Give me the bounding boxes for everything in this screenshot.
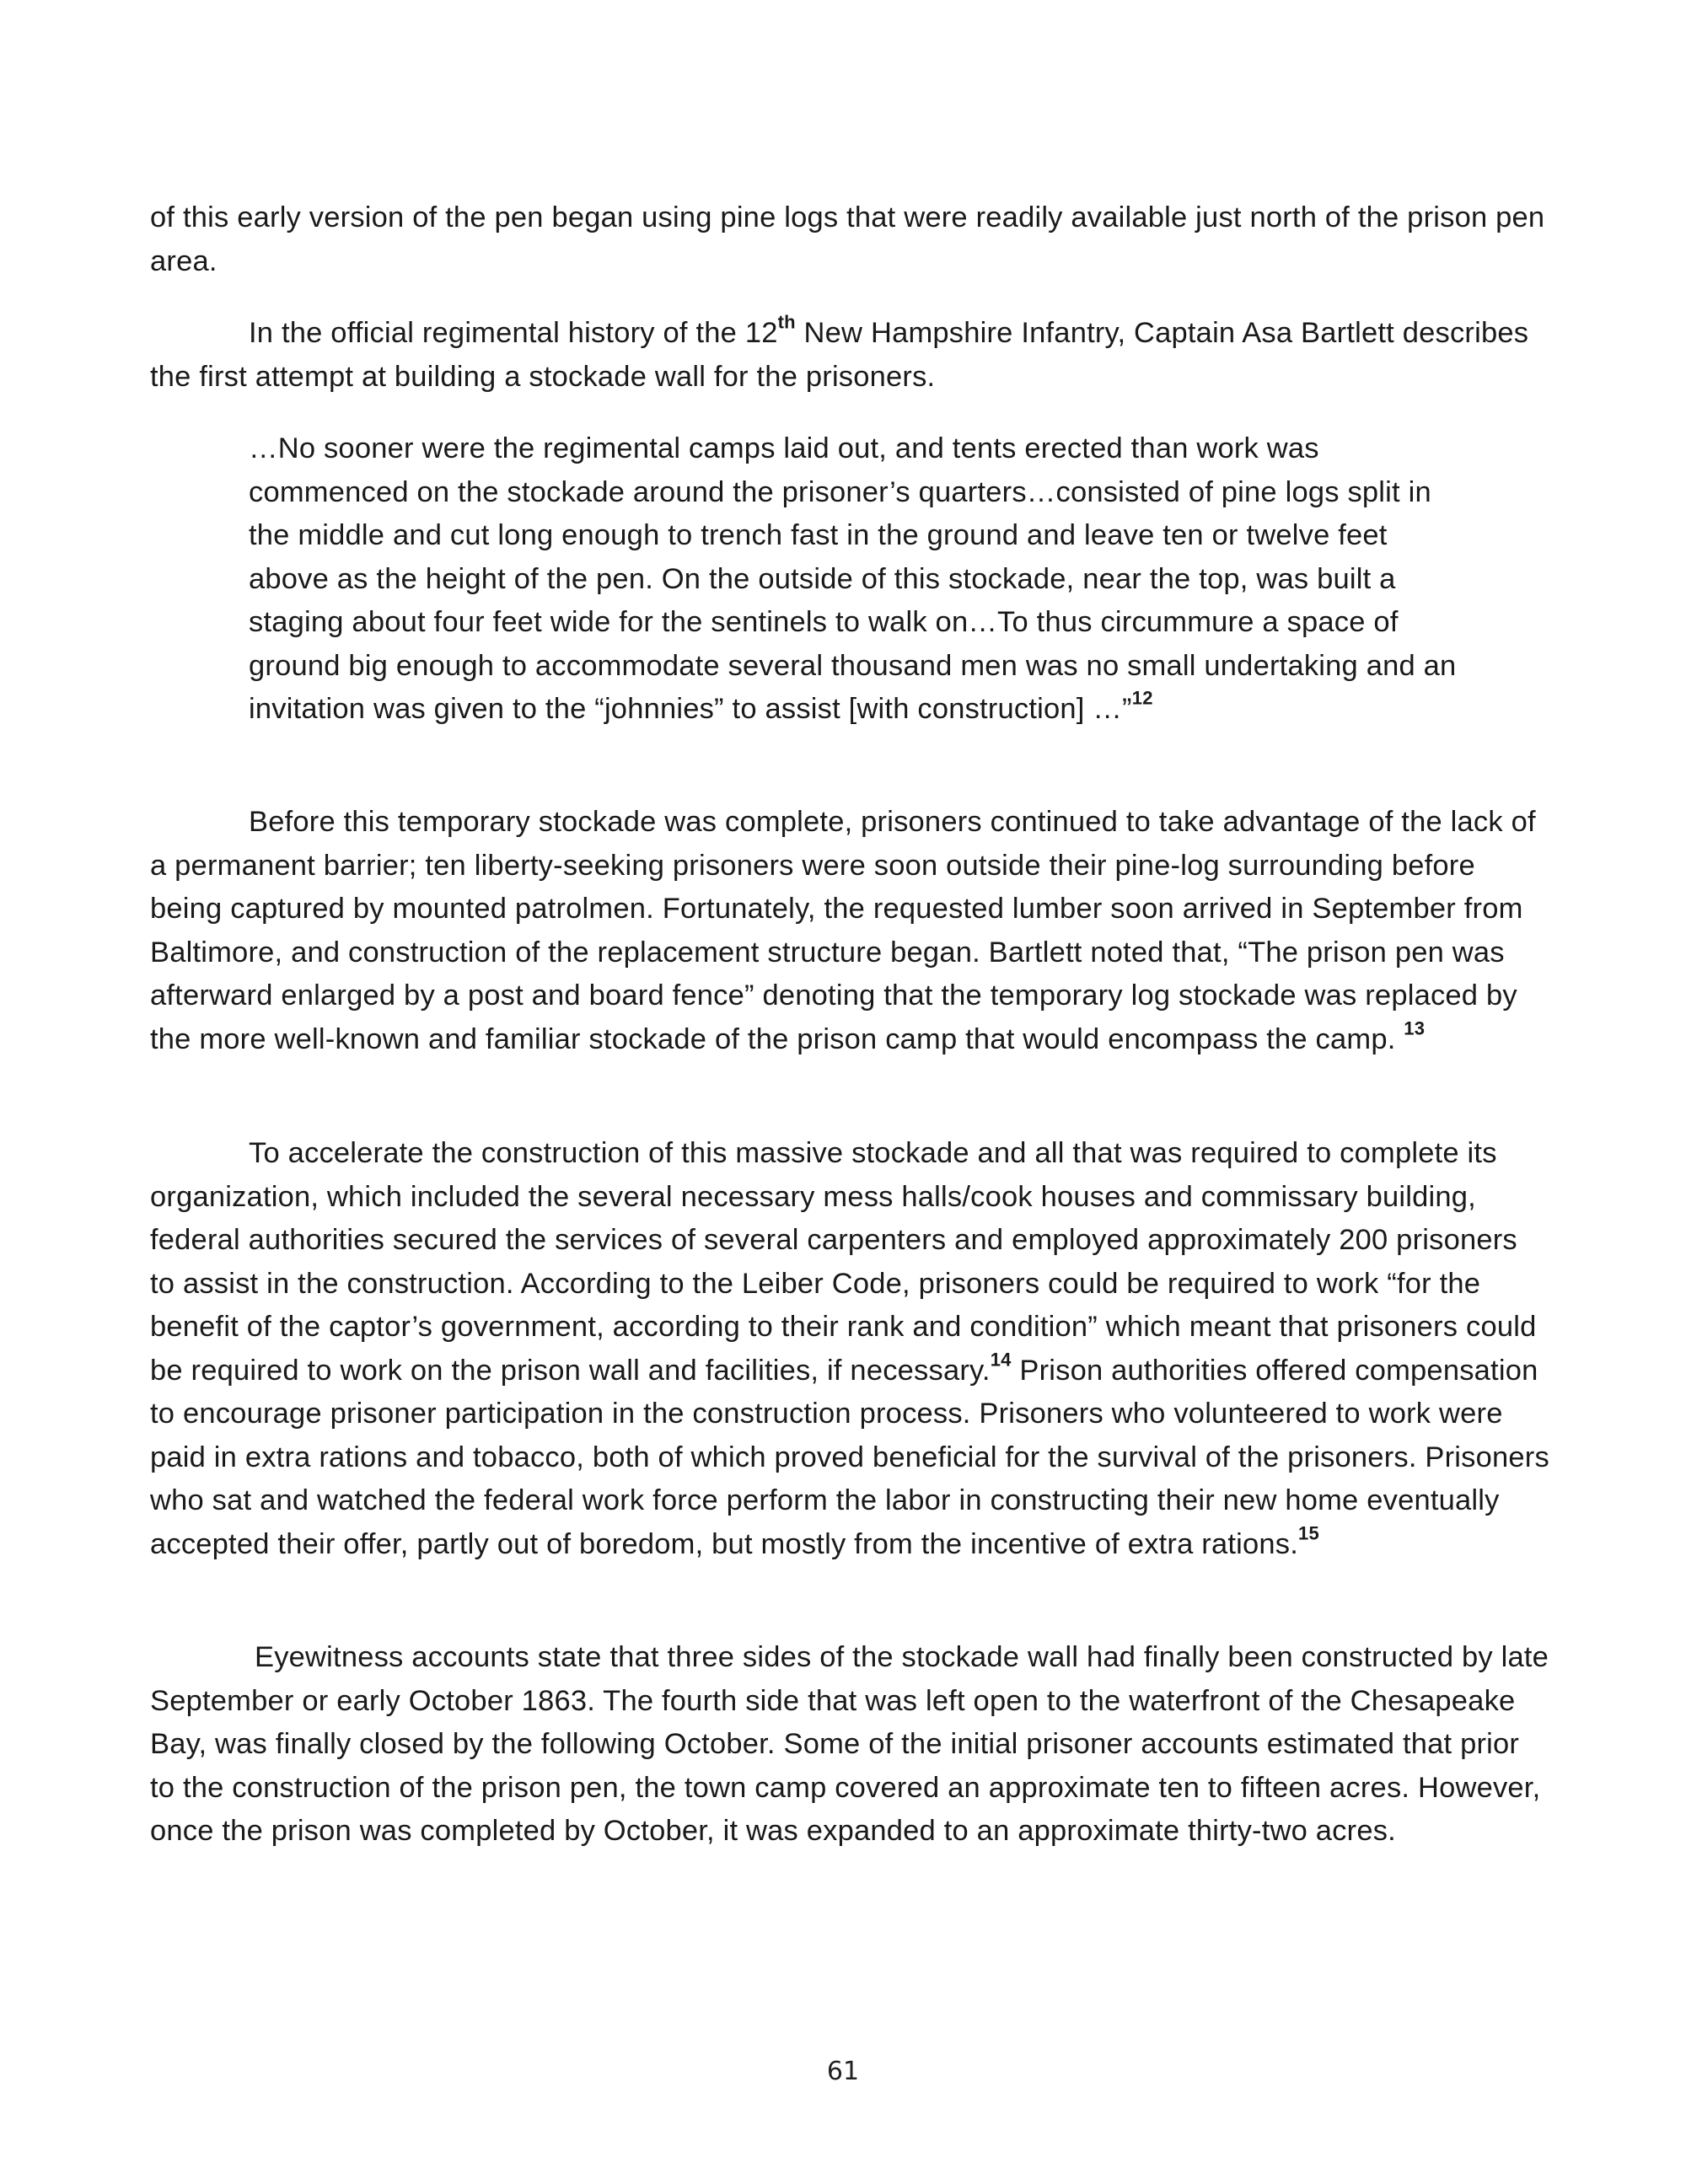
footnote-ref-13: 13 — [1404, 1017, 1426, 1038]
paragraph-5-text: Eyewitness accounts state that three sides of the stockade wall had finally been constructed by late September or early October 1863. The fourth side that was left open to the waterfront of the Chesapeake Bay, was finally closed by the following October. Some of the initial prisoner accounts estimated that prior to the construction of the prison pen, the town camp covered an approximate ten to fifteen acres. However, once the prison was completed by October, it was expanded to an approximate thirty-two acres. — [150, 1641, 1549, 1847]
paragraph-4-text-b: Prison authorities offered compensation to encourage prisoner participation in the construction process. Prisoners who volunteered to work were paid in extra rations and tobacco, both of which proved beneficial for the survival of the prisoners. Prisoners who sat and watched the federal work force perform the labor in constructing their new home eventually accepted their offer, partly out of boredom, but mostly from the incentive of extra rations. — [150, 1354, 1549, 1560]
paragraph-4-text-a: To accelerate the construction of this massive stockade and all that was required to complete its organization, which included the several necessary mess halls/cook houses and commissary building, federal authorities secured the services of several carpenters and employed approximately 200 prisoners to assist in the construction. According to the Leiber Code, prisoners could be required to work “for the benefit of the captor’s government, according to their rank and condition” which meant that prisoners could be required to work on the prison wall and facilities, if necessary. — [150, 1137, 1537, 1387]
ordinal-superscript: th — [777, 311, 796, 333]
paragraph-2-text-b: New Hampshire Infantry, Captain Asa Bartlett describes the first attempt at building a stockade wall for the prisoners. — [150, 317, 1529, 393]
paragraph-4 — [150, 1132, 1549, 1566]
paragraph-2 — [150, 312, 1549, 399]
block-quote-text: …No sooner were the regimental camps laid out, and tents erected than work was commenced on the stockade around the prisoner’s quarters…consisted of pine logs split in the middle and cut long enough to trench fast in the ground and leave ten or twelve feet above as the height of the pen. On the outside of this stockade, near the top, was built a staging about four feet wide for the sentinels to walk on…To thus circummure a space of ground big enough to accommodate several thousand men was no small undertaking and an invitation was given to the “johnnies” to assist [with construction] …” — [249, 432, 1457, 725]
paragraph-3-text: Before this temporary stockade was complete, prisoners continued to take advantage of the lack of a permanent barrier; ten liberty-seeking prisoners were soon outside their pine-log surrounding before being captured by mounted patrolmen. Fortunately, the requested lumber soon arrived in September from Baltimore, and construction of the replacement structure began. Bartlett noted that, “The prison pen was afterward enlarged by a post and board fence” denoting that the temporary log stockade was replaced by the more well-known and familiar stockade of the prison camp that would encompass the camp. — [150, 806, 1536, 1055]
paragraph-1-text: of this early version of the pen began using pine logs that were readily available just north of the prison pen area. — [150, 201, 1545, 277]
page-number: 61 — [826, 2057, 860, 2086]
footnote-ref-12: 12 — [1131, 687, 1153, 709]
paragraph-3 — [150, 801, 1549, 1061]
paragraph-5 — [150, 1636, 1549, 1854]
footnote-ref-15: 15 — [1298, 1522, 1319, 1543]
footnote-ref-14: 14 — [990, 1349, 1012, 1370]
block-quote — [249, 427, 1463, 732]
paragraph-2-text-a: In the official regimental history of the 12 — [249, 317, 778, 349]
paragraph-1 — [150, 196, 1549, 283]
